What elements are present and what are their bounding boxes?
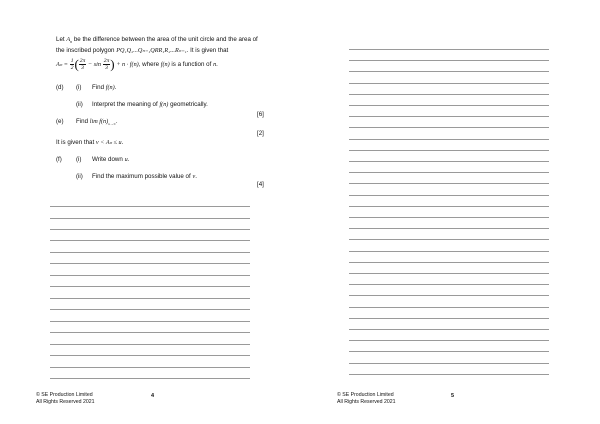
fraction-sin-argument: $\frac{2\pi}{3}$ — [103, 58, 110, 71]
answer-line — [349, 340, 549, 341]
answer-line — [349, 195, 549, 196]
footer-left: © SE Production Limited All Rights Reserved 2021 — [36, 392, 95, 405]
answer-line — [50, 206, 250, 207]
intro-line-1: Let $A_n$ be the difference between the area of the unit circle and the area of — [56, 36, 258, 45]
answer-line — [349, 172, 549, 173]
question-e-label: (e) — [56, 118, 64, 125]
answer-line — [349, 351, 549, 352]
answer-line — [50, 321, 250, 322]
answer-line — [349, 228, 549, 229]
right-page — [300, 0, 600, 424]
question-f-marks: [4] — [257, 181, 264, 188]
question-d-i-text: Find f(n). — [92, 84, 117, 91]
page-number-left: 4 — [151, 393, 155, 399]
answer-line — [349, 217, 549, 218]
answer-line — [50, 298, 250, 299]
answer-line — [349, 318, 549, 319]
answer-line — [50, 355, 250, 356]
answer-line — [50, 229, 250, 230]
answer-line — [349, 284, 549, 285]
answer-line — [50, 218, 250, 219]
question-e-marks: [2] — [257, 130, 264, 137]
question-d-ii-text: Interpret the meaning of f(n) geometrically. — [92, 101, 208, 108]
question-d-label: (d) — [56, 84, 64, 91]
intro-line-2: the inscribed polygon PQ₁Q₂...Qₙ₋₁QRR₁R₂...Rₙ₋₁. It is given that — [56, 47, 229, 54]
answer-line — [349, 374, 549, 375]
answer-line — [349, 307, 549, 308]
answer-line — [349, 273, 549, 274]
answer-line — [50, 286, 250, 287]
answer-line — [349, 251, 549, 252]
answer-line — [50, 240, 250, 241]
footer-right: © SE Production Limited All Rights Reserved 2021 — [337, 392, 396, 405]
area-formula: Aₙ = $\frac{1}{2}$ ( $\frac{2\pi}{3}$ − sin $\frac{2\pi}{3}$ ) + n · f(n), where f(n) is a function of n. — [56, 56, 218, 72]
fraction-two-pi-over-three: $\frac{2\pi}{3}$ — [79, 58, 86, 71]
answer-line — [349, 127, 549, 128]
answer-line — [50, 275, 250, 276]
answer-line — [50, 332, 250, 333]
answer-line — [349, 83, 549, 84]
answer-line — [349, 363, 549, 364]
answer-line — [50, 309, 250, 310]
answer-line — [349, 71, 549, 72]
question-d-i-label: (i) — [76, 84, 82, 91]
answer-line — [50, 252, 250, 253]
question-f-i-label: (i) — [76, 156, 82, 163]
answer-line — [349, 206, 549, 207]
answer-line — [50, 378, 250, 379]
answer-line — [50, 263, 250, 264]
given-statement: It is given that v < Aₙ ≤ u. — [56, 139, 124, 146]
answer-line — [349, 49, 549, 50]
answer-line — [349, 295, 549, 296]
question-f-ii-text: Find the maximum possible value of v. — [92, 173, 197, 180]
answer-line — [349, 329, 549, 330]
answer-line — [349, 60, 549, 61]
answer-line — [349, 94, 549, 95]
answer-line — [50, 344, 250, 345]
answer-line — [349, 150, 549, 151]
page-number-right: 5 — [451, 393, 455, 399]
fraction-half: $\frac{1}{2}$ — [70, 58, 74, 71]
question-d-ii-label: (ii) — [76, 101, 83, 108]
question-f-ii-label: (ii) — [76, 173, 83, 180]
question-f-i-text: Write down u. — [92, 156, 130, 163]
answer-line — [349, 239, 549, 240]
answer-line — [349, 161, 549, 162]
answer-line — [349, 139, 549, 140]
answer-line — [349, 183, 549, 184]
answer-line — [50, 367, 250, 368]
question-f-label: (f) — [56, 156, 62, 163]
answer-line — [349, 105, 549, 106]
answer-line — [349, 116, 549, 117]
answer-line — [349, 262, 549, 263]
question-d-marks: [6] — [257, 111, 264, 118]
question-e-text: Find $\lim f(n)_{n\to\infty}$. — [76, 118, 118, 127]
